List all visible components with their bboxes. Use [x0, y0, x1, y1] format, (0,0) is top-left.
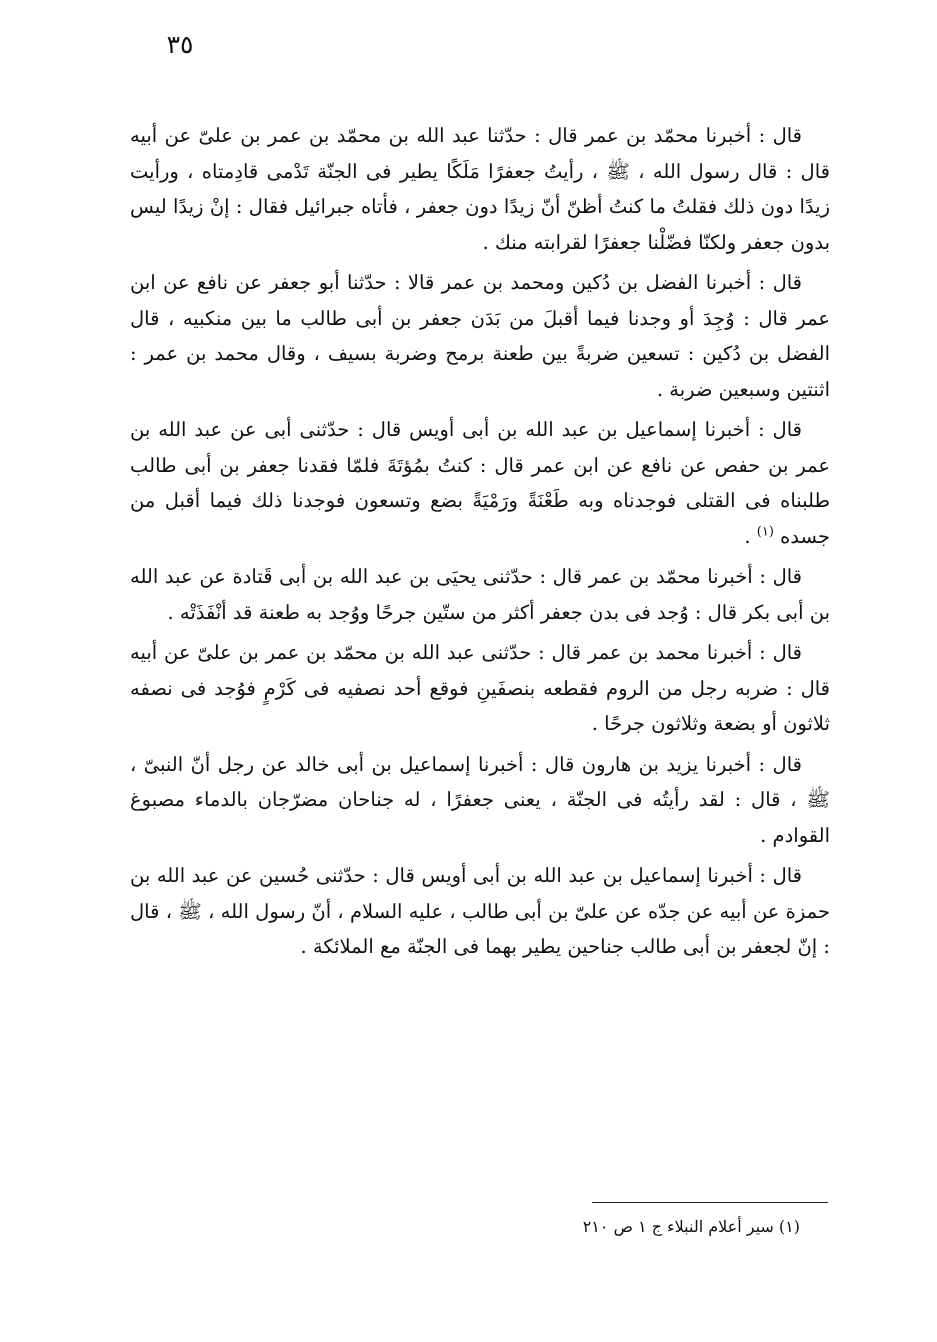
- paragraph-6: قال : أخبرنا يزيد بن هارون قال : أخبرنا إسماعيل بن أبى خالد عن رجل أنّ النبىّ ، ﷺ ، قال : لقد رأيتُه فى الجنّة ، يعنى جعفرًا ، له جناحان مضرّجان بالدماء مصبوغ القوادم .: [130, 752, 830, 847]
- paragraph-4: قال : أخبرنا محمّد بن عمر قال : حدّثنى يحيَى بن عبد الله بن أبى قَتادة عن عبد الله بن أبى بكر قال : وُجد فى بدن جعفر أكثر من ستّين جرحًا ووُجد به طعنة قد أنْفَذَتْه .: [130, 565, 830, 624]
- body-text: [130, 118, 830, 970]
- page-number: ٣٥: [166, 30, 194, 59]
- footnote-divider: [592, 1202, 828, 1203]
- paragraph-3: [130, 412, 830, 554]
- paragraph-3-text: قال : أخبرنا إسماعيل بن عبد الله بن أبى أويس قال : حدّثنى أبى عن عبد الله بن عمر بن حفص عن نافع عن ابن عمر قال : كنتُ بمُؤتَةَ فلمّا فقدنا جعفر بن أبى طالب طلبناه فى القتلى فوجدناه وبه طَعْنَةً ورَمْيَةً بضع وتسعون فوجدنا ذلك فيما أقبل من جسده: [130, 418, 830, 548]
- paragraph-7: قال : أخبرنا إسماعيل بن عبد الله بن أبى أويس قال : حدّثنى حُسين عن عبد الله بن حمزة عن أبيه عن جدّه عن علىّ بن أبى طالب ، عليه السلام ، أنّ رسول الله ، ﷺ ، قال : إنّ لجعفر بن أبى طالب جناحين يطير بهما فى الجنّة مع الملائكة .: [130, 864, 830, 958]
- footnote-reference: (١): [756, 524, 774, 539]
- paragraph-5: قال : أخبرنا محمد بن عمر قال : حدّثنى عبد الله بن محمّد بن عمر بن علىّ عن أبيه قال : ضربه رجل من الروم فقطعه بنصفَينِ فوقع أحد نصفيه فى كَرْمٍ فوُجد فى نصفه ثلاثون أو بضعة وثلاثون جرحًا .: [130, 641, 830, 735]
- paragraph-3-end: .: [744, 524, 757, 548]
- paragraph-1: قال : أخبرنا محمّد بن عمر قال : حدّثنا عبد الله بن محمّد بن عمر بن علىّ عن أبيه قال : قال رسول الله ، ﷺ ، رأيتُ جعفرًا مَلَكًا يطير فى الجنّة تَدْمى قادِمتاه ، ورأيت زيدًا دون ذلك فقلتُ ما كنتُ أظنّ أنّ زيدًا دون جعفر ، فأتاه جبرائيل فقال : إنْ زيدًا ليس بدون جعفر ولكنّا فضّلْنا جعفرًا لقرابته منك .: [130, 124, 830, 254]
- footnote: (١) سير أعلام النبلاء ج ١ ص ٢١٠: [582, 1217, 800, 1236]
- paragraph-2: قال : أخبرنا الفضل بن دُكين ومحمد بن عمر قالا : حدّثنا أبو جعفر عن نافع عن ابن عمر قال : وُجِدَ أو وجدنا فيما أقبلَ من بَدَن جعفر بن أبى طالب ما بين منكبيه ، قال الفضل بن دُكين : تسعين ضربةً بين طعنة برمح وضربة بسيف ، وقال محمد بن عمر : اثنتين وسبعين ضربة .: [130, 271, 830, 401]
